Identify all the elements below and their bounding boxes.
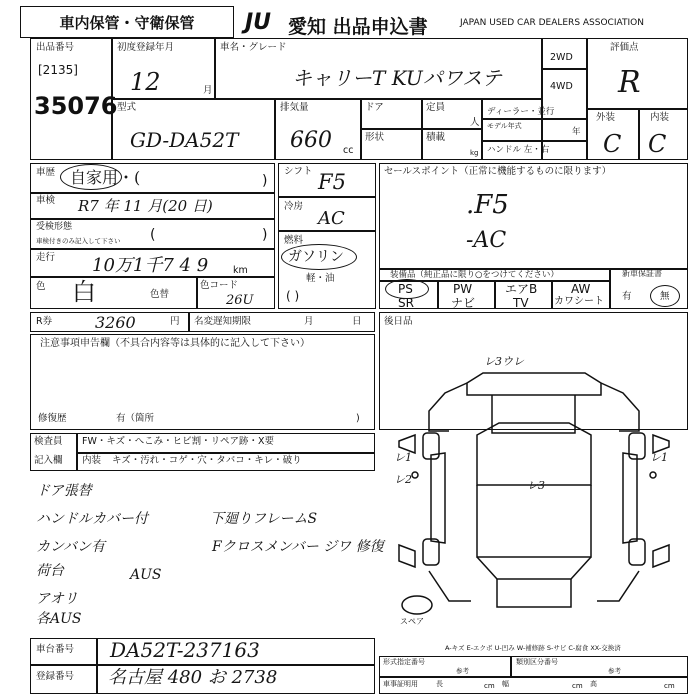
displacement-label: 排気量 — [280, 102, 309, 113]
deadline-label: 名変遅知期限 — [194, 316, 252, 327]
color-change-label: 色替 — [150, 289, 170, 300]
note-underbody: 下廻りフレームS — [210, 511, 318, 527]
color-code-label: 色コード — [200, 280, 239, 291]
shape-label: 形状 — [365, 132, 385, 143]
spare-label: スペア — [400, 617, 424, 626]
first-reg-value: 12 — [130, 68, 161, 96]
note-crossmember: Fクロスメンバー ジワ 修復 — [212, 539, 384, 555]
exterior-value: C — [603, 130, 622, 158]
ps-circle — [385, 279, 429, 299]
drive-4wd: 4WD — [550, 81, 573, 92]
spec-label: 形式指定番号 — [383, 658, 425, 666]
cc-unit: cc — [343, 145, 354, 156]
note-all-aus: 各AUS — [36, 611, 82, 627]
width-cm: cm — [572, 682, 583, 690]
color-code-value: 26U — [226, 293, 254, 308]
notes-title: 注意事項申告欄（不具合内容等は具体的に記入して下さい） — [40, 338, 310, 349]
warranty-label: 新車保証書 — [622, 269, 662, 278]
recipient-note: 車検付きのみ記入して下さい — [36, 237, 121, 245]
r-value: 3260 — [95, 313, 136, 332]
doc-label: 車事証明用 — [383, 680, 418, 688]
person-unit: 人 — [470, 117, 480, 128]
sales-point-2: -AC — [466, 228, 507, 253]
damage-legend: A-キズ E-エクボ U-凹み W-補修跡 S-サビ C-腐食 XX-交換済 — [445, 644, 621, 652]
category-label: 類別区分番号 — [516, 658, 558, 666]
mileage-label: 走行 — [36, 252, 56, 263]
model-name-label: 車名・グレード — [220, 42, 287, 53]
equip-sr: SR — [398, 296, 414, 310]
mark-left1: レ1 — [394, 451, 412, 464]
equip-airbag: エアB — [505, 282, 538, 296]
model-name-value: キャリーT KUパワステ — [292, 66, 502, 90]
repair-value: 有（箇所 — [116, 413, 155, 424]
reg-label: 登録番号 — [36, 671, 75, 682]
handle-label: ハンドル 左・右 — [487, 145, 550, 155]
grade-value: R — [618, 65, 641, 100]
association-name: JAPAN USED CAR DEALERS ASSOCIATION — [460, 18, 644, 28]
recipient-paren-close: ) — [262, 227, 268, 243]
sales-point-1: .F5 — [466, 190, 509, 220]
shift-label: シフト — [284, 166, 313, 177]
exterior-label: 外装 — [596, 112, 616, 123]
load-label: 積載 — [426, 132, 446, 143]
equip-tv: TV — [513, 296, 529, 310]
equip-ps: PS — [398, 282, 413, 296]
lot-code: [2135] — [38, 63, 78, 77]
deadline-month: 月 — [304, 316, 314, 327]
dealer-label: ディーラー・並行 — [487, 107, 555, 117]
first-reg-label: 初度登録年月 — [117, 42, 175, 53]
inspector-line1: FW・キズ・へこみ・ヒビ割・リペア跡・X要 — [82, 436, 274, 447]
history-label: 車歴 — [36, 167, 56, 178]
year-unit: 年 — [572, 127, 581, 137]
warranty-none-circle — [650, 285, 680, 307]
warranty-yes: 有 — [622, 291, 632, 302]
chassis-value: DA52T-237163 — [110, 638, 260, 662]
r-label: R券 — [36, 316, 53, 327]
inspector-label1: 検査員 — [34, 436, 63, 447]
fuel-label: 燃料 — [284, 235, 304, 246]
model-code-label: 型式 — [117, 102, 137, 113]
history-paren: ) — [262, 173, 268, 189]
mark-right: レ1 — [650, 451, 668, 464]
inspector-line2-prefix: 内装 — [82, 455, 102, 466]
lot-number: 35076 — [34, 92, 118, 120]
storage-label: 車内保管・守衛保管 — [20, 6, 234, 38]
lot-label: 出品番号 — [36, 42, 75, 53]
capacity-label: 定員 — [426, 102, 446, 113]
model-code-value: GD-DA52T — [130, 128, 239, 152]
sales-points-label: セールスポイント（正常に機能するものに限ります） — [384, 166, 612, 177]
inspection-value: R7 年 11 月(20 日) — [78, 197, 213, 215]
fuel-circle — [281, 244, 357, 270]
model-year-label: モデル年式 — [487, 122, 522, 130]
yen-unit: 円 — [170, 316, 180, 327]
warranty-none: 無 — [660, 291, 670, 302]
history-value: 自家用・( — [70, 168, 141, 187]
height-cm: cm — [664, 682, 675, 690]
kg-unit: kg — [470, 149, 479, 157]
km-unit: km — [233, 265, 248, 276]
recipient-paren: ( — [150, 227, 156, 243]
note-bed: 荷台 — [36, 563, 64, 579]
fuel-paren: ( ) — [286, 289, 300, 303]
ac-value: AC — [318, 208, 345, 229]
grade-label: 評価点 — [610, 42, 639, 53]
mark-center: レ3 — [527, 479, 545, 492]
month-unit: 月 — [203, 85, 213, 96]
chassis-label: 車台番号 — [36, 644, 75, 655]
rear-label: 後日品 — [384, 316, 413, 327]
reg-value: 名古屋 480 お 2738 — [108, 667, 278, 688]
deadline-day: 日 — [352, 316, 362, 327]
mileage-value: 10万1千7 4 9 — [92, 255, 209, 276]
category-ref: 参考 — [608, 667, 621, 675]
interior-value: C — [648, 130, 667, 158]
interior-label: 内装 — [650, 112, 670, 123]
fuel-value: ガソリン — [288, 249, 344, 265]
height-label: 高 — [590, 680, 597, 688]
length-label: 長 — [436, 680, 443, 688]
drive-2wd: 2WD — [550, 52, 573, 63]
note-door: ドア張替 — [36, 483, 92, 499]
note-gate: アオリ — [36, 591, 78, 607]
door-label: ドア — [365, 102, 384, 113]
repair-close: ) — [356, 413, 360, 424]
equip-pw: PW — [453, 282, 473, 296]
note-bed-aus: AUS — [130, 567, 162, 583]
width-label: 幅 — [502, 680, 509, 688]
note-sign: カンバン有 — [36, 539, 106, 555]
equipment-label: 装備品（純正品に限り○をつけてください） — [390, 270, 559, 280]
length-cm: cm — [484, 682, 495, 690]
mark-left2: レ2 — [394, 473, 412, 486]
ac-label: 冷房 — [284, 201, 304, 212]
shift-value: F5 — [318, 170, 346, 194]
note-handle-cover: ハンドルカバー付 — [36, 511, 148, 527]
repair-label: 修復歴 — [38, 413, 67, 424]
recipient-label: 受検形態 — [36, 222, 73, 232]
displacement-value: 660 — [290, 128, 332, 153]
color-value: 白 — [72, 278, 96, 306]
fuel-light: 軽・油 — [306, 273, 335, 284]
spec-ref: 参考 — [456, 667, 469, 675]
mark-front: レ3ウレ — [484, 355, 524, 368]
color-label: 色 — [36, 281, 46, 292]
equip-seat: カワシート — [554, 296, 604, 307]
form-title: 愛知 出品申込書 — [288, 16, 428, 38]
inspector-line2: キズ・汚れ・コゲ・穴・タバコ・キレ・破り — [112, 455, 302, 466]
ju-logo: JU — [245, 10, 272, 35]
inspection-label: 車検 — [36, 195, 56, 206]
equip-aw: AW — [571, 282, 591, 296]
inspector-label2: 記入欄 — [34, 455, 63, 466]
history-circle — [60, 164, 122, 190]
equip-navi: ナビ — [451, 296, 476, 310]
